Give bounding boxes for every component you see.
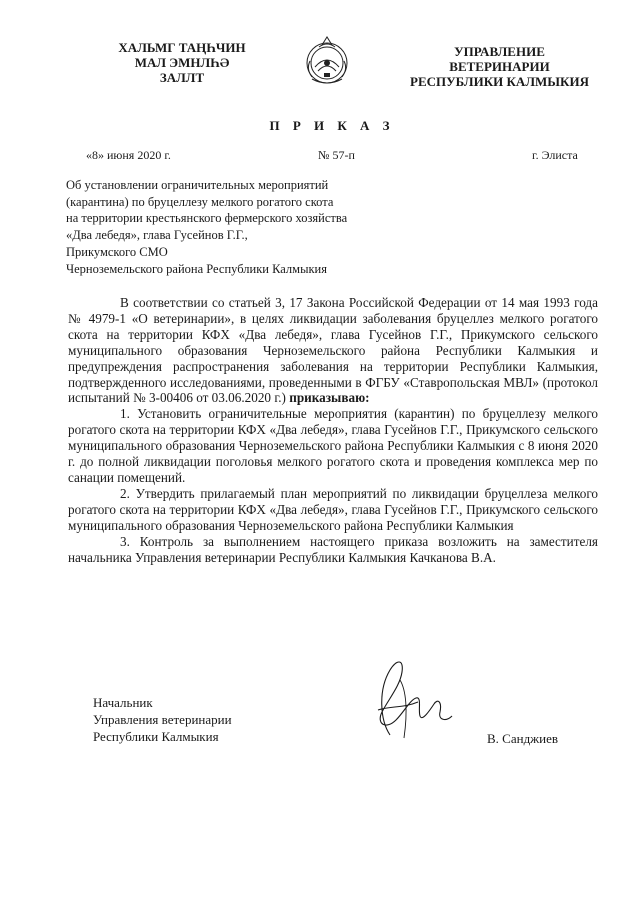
position-line: Начальник (93, 695, 153, 710)
header-left-line: МАЛ ЭМНЛҺӘ (134, 55, 230, 70)
subject-line: (карантина) по бруцеллезу мелкого рогатого скота (66, 194, 334, 209)
header-right-line: УПРАВЛЕНИЕ (454, 44, 545, 59)
order-body (68, 295, 598, 565)
subject-line: на территории крестьянского фермерского хозяйства (66, 211, 348, 226)
document-title: П Р И К А З (269, 118, 395, 133)
preamble-text: В соответствии со статьей 3, 17 Закона Российской Федерации от 14 мая 1993 года № 4979-1 «О ветеринарии», в целях ликвидации заболевания бруцеллез мелкого рогатого скота на территории КФХ «Два лебедя», глава Гусейнов Г.Г., Прикумского сельского муниципального образования Черноземельского района Республики Калмыкия и предупреждения распространения заболевания на территории Республики Калмыкия, подтвержденного исследованиями, проведенными в ФГБУ «Ставропольская МВЛ» (протокол испытаний № 3-00406 от 03.06.2020 г.) (68, 295, 598, 406)
signatory-position (93, 694, 232, 745)
order-item: 1. Установить ограничительные мероприятия (карантин) по бруцеллезу мелкого рогатого скота на территории КФХ «Два лебедя», глава Гусейнов Г.Г., Прикумского сельского муниципального образования Черноземельского района Республики Калмыкия с 8 июня 2020 г. до полной ликвидации поголовья мелкого рогатого скота и проведения комплекса мер по санации помещений. (68, 406, 598, 485)
header-left-line: ХАЛЬМГ ТАҢҺЧИН (118, 40, 246, 55)
handwritten-signature (360, 650, 460, 745)
order-number: № 57-п (318, 148, 355, 162)
header-left-kalmyk (102, 40, 262, 85)
subject-line: Черноземельского района Республики Калмыкия (66, 261, 327, 276)
order-item: 2. Утвердить прилагаемый план мероприятий по ликвидации бруцеллеза мелкого рогатого скота на территории КФХ «Два лебедя», глава Гусейнов Г.Г., Прикумского сельского муниципального образования Черноземельского района Республики Калмыкия (68, 485, 598, 533)
signatory-name: В. Санджиев (487, 731, 559, 746)
directive-text: приказываю: (289, 390, 370, 406)
order-date: «8» июня 2020 г. (86, 148, 171, 162)
position-line: Управления ветеринарии (93, 712, 232, 727)
header-right-line: ВЕТЕРИНАРИИ (449, 59, 550, 74)
subject-line: Об установлении ограничительных мероприятий (66, 178, 329, 192)
header-left-line: ЗАЛЛТ (159, 70, 205, 85)
position-line: Республики Калмыкия (93, 729, 219, 744)
header-right-line: РЕСПУБЛИКИ КАЛМЫКИЯ (410, 74, 589, 89)
order-item: 3. Контроль за выполнением настоящего приказа возложить на заместителя начальника Управления ветеринарии Республики Калмыкия Качканова В.А. (68, 533, 598, 565)
coat-of-arms-icon (302, 33, 352, 89)
subject-line: «Два лебедя», глава Гусейнов Г.Г., (66, 228, 248, 243)
subject-line: Прикумского СМО (66, 244, 168, 259)
order-subject (66, 177, 446, 277)
header-right-russian (392, 44, 607, 89)
preamble-paragraph (68, 295, 598, 406)
order-city: г. Элиста (532, 148, 578, 162)
